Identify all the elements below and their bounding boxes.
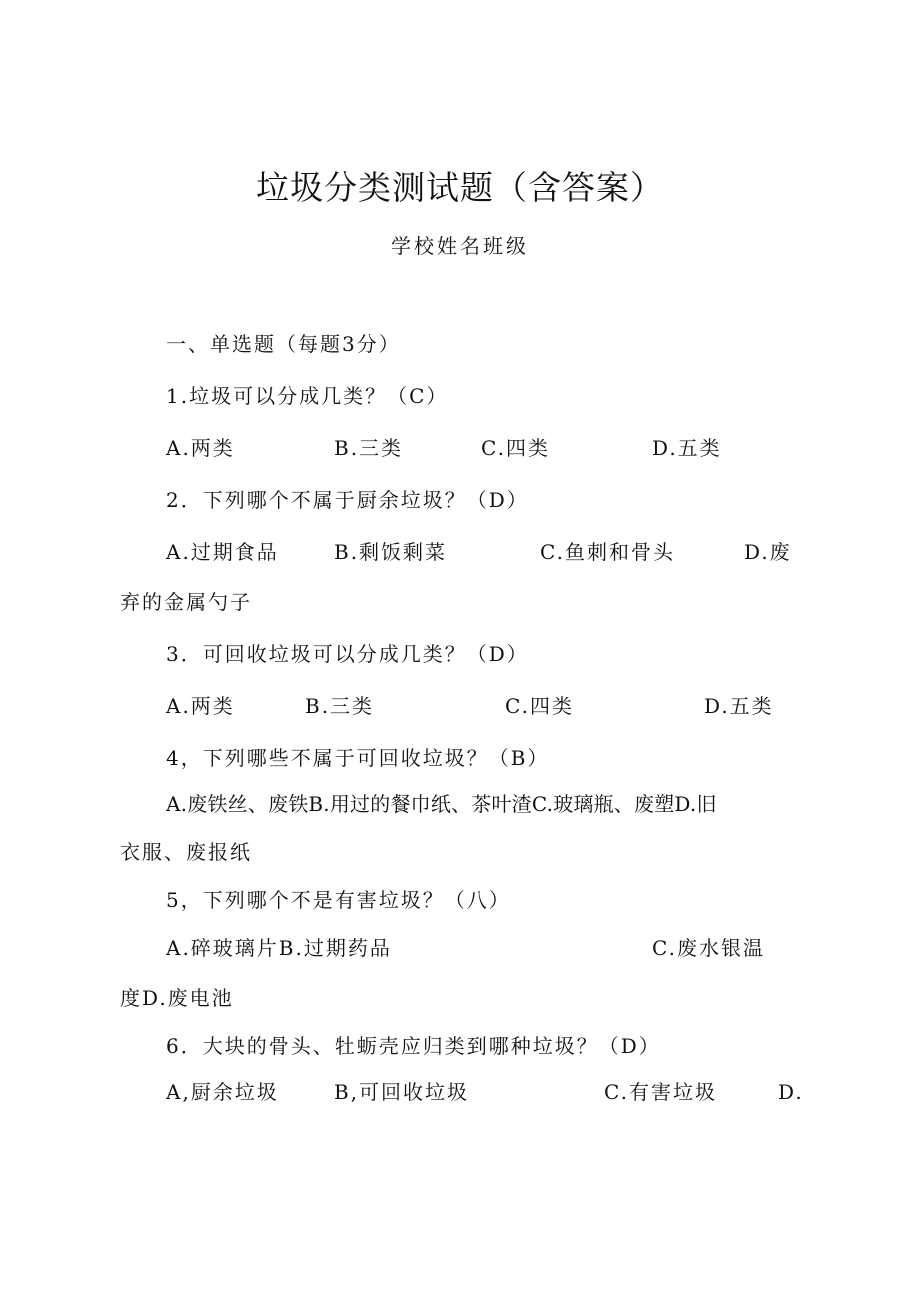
question-2-stem: 2．下列哪个不属于厨余垃圾？（D）	[166, 488, 529, 512]
question-5-option-c: C.废水银温	[652, 936, 765, 960]
question-1-option-a: A.两类	[166, 436, 235, 460]
question-4-options-line: A.废铁丝、废铁B.用过的餐巾纸、茶叶渣C.玻璃瓶、废塑D.旧	[166, 792, 717, 816]
question-1-option-d: D.五类	[652, 436, 722, 460]
question-5-continuation: 度D.废电池	[120, 986, 234, 1010]
section-heading: 一、单选题（每题3分）	[166, 332, 401, 356]
question-6-option-a: A,厨余垃圾	[166, 1080, 279, 1104]
question-6-option-d: D.	[778, 1080, 804, 1104]
question-5-option-ab: A.碎玻璃片B.过期药品	[166, 936, 392, 960]
question-6-stem: 6．大块的骨头、牡蛎壳应归类到哪种垃圾？（D）	[166, 1034, 661, 1058]
question-1-option-b: B.三类	[334, 436, 404, 460]
document-subtitle: 学校姓名班级	[391, 234, 529, 258]
question-2-option-c: C.鱼刺和骨头	[540, 540, 675, 564]
question-6-option-b: B,可回收垃圾	[334, 1080, 470, 1104]
question-3-option-c: C.四类	[505, 694, 574, 718]
document-title: 垃圾分类测试题（含答案）	[256, 168, 664, 207]
question-1-stem: 1.垃圾可以分成几类？（C）	[166, 384, 449, 408]
question-2-option-d: D.废	[744, 540, 792, 564]
question-2-option-b: B.剩饭剩菜	[334, 540, 448, 564]
question-5-stem: 5，下列哪个不是有害垃圾？（八）	[166, 888, 511, 912]
question-4-stem: 4，下列哪些不属于可回收垃圾？（B）	[166, 746, 550, 770]
question-1-option-c: C.四类	[481, 436, 550, 460]
question-4-continuation: 衣服、废报纸	[120, 840, 252, 864]
question-3-option-d: D.五类	[704, 694, 774, 718]
question-3-option-a: A.两类	[166, 694, 235, 718]
question-2-continuation: 弃的金属勺子	[120, 590, 252, 614]
question-3-option-b: B.三类	[305, 694, 375, 718]
question-2-option-a: A.过期食品	[166, 540, 279, 564]
question-6-option-c: C.有害垃圾	[604, 1080, 717, 1104]
question-3-stem: 3．可回收垃圾可以分成几类？（D）	[166, 642, 529, 666]
